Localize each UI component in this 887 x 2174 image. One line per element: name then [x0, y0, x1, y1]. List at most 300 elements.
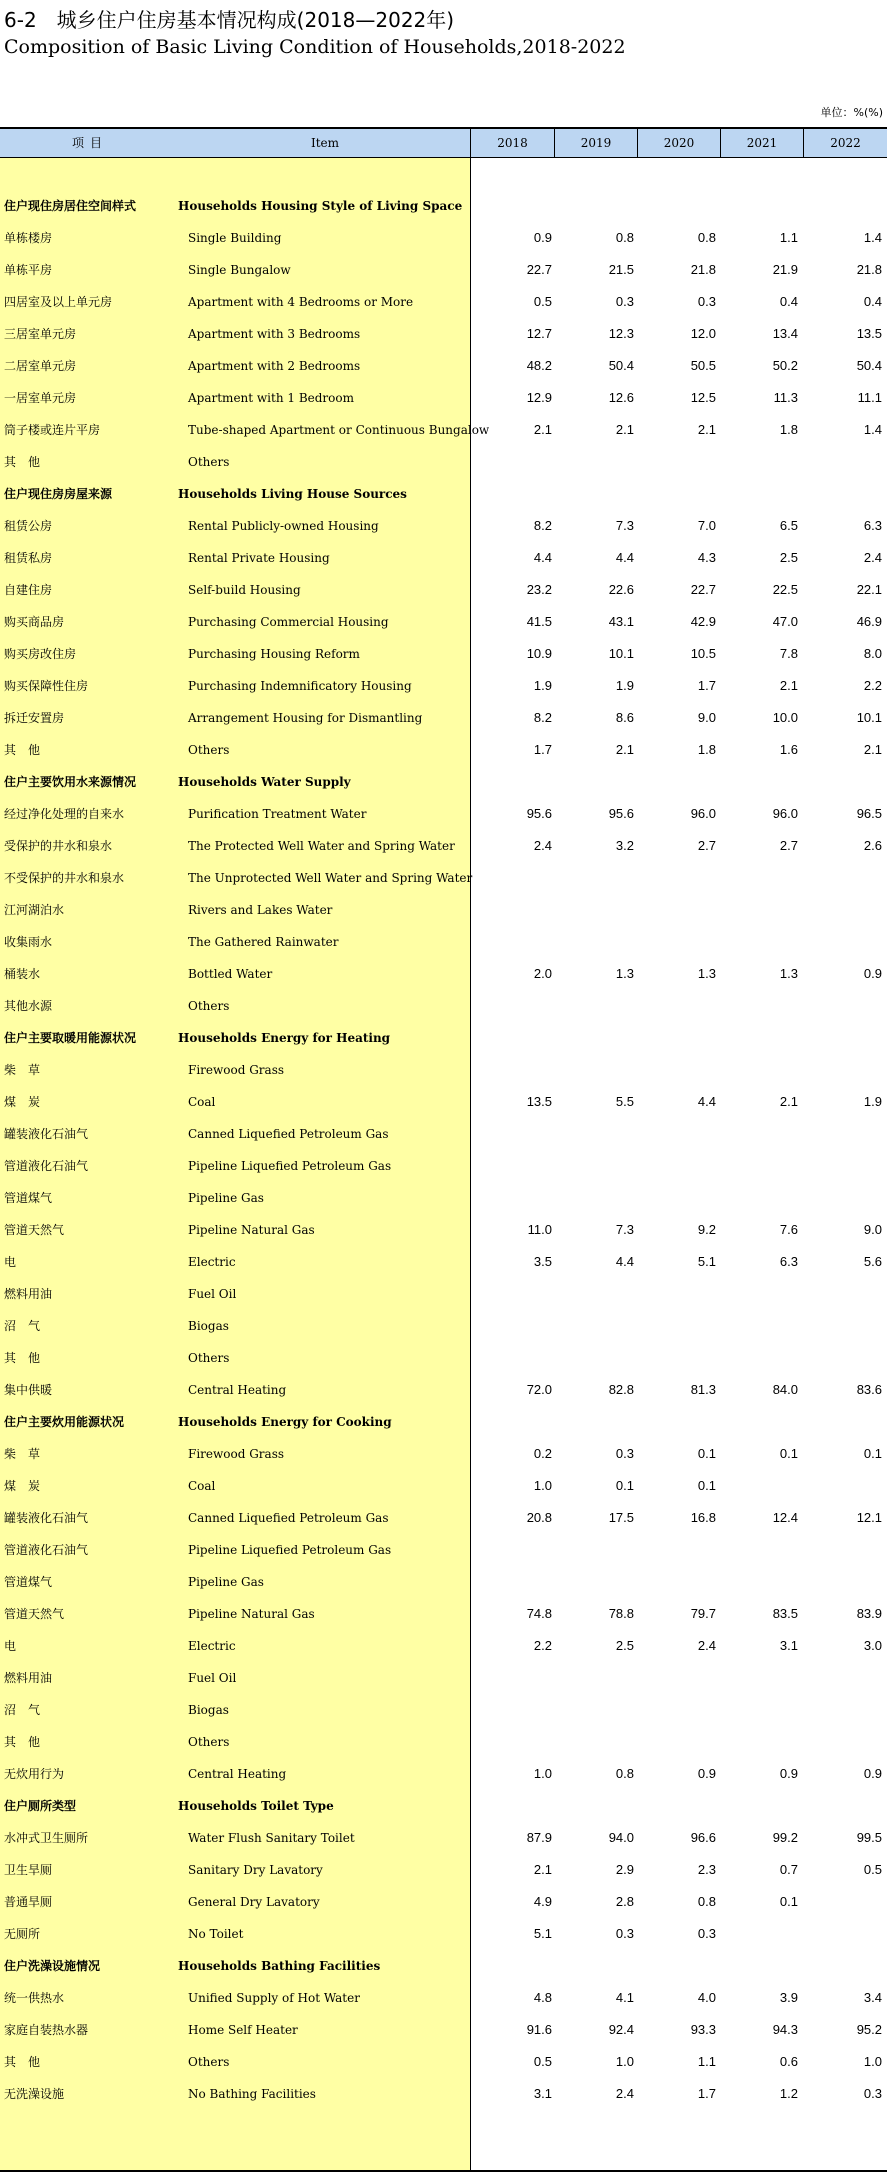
value-cell-2020: 9.2	[697, 1222, 716, 1237]
value-cell-2020: 4.0	[697, 1990, 716, 2005]
value-cell-2020: 1.7	[697, 2086, 716, 2101]
row-label-cn: 一居室单元房	[4, 391, 77, 405]
row-label-cn: 住户洗澡设施情况	[4, 1959, 101, 1973]
table-row	[0, 222, 887, 254]
value-cell-2021: 2.7	[779, 838, 798, 853]
value-cell-2022: 8.0	[863, 646, 882, 661]
row-label-cn: 购买商品房	[4, 615, 65, 629]
row-label-cn: 其他水源	[4, 999, 53, 1013]
row-label-en: Single Bungalow	[188, 263, 291, 277]
value-cell-2021: 13.4	[772, 326, 798, 341]
value-cell-2021: 96.0	[772, 806, 798, 821]
value-cell-2021: 22.5	[772, 582, 798, 597]
table-row	[0, 414, 887, 446]
value-cell-2020: 0.1	[697, 1446, 716, 1461]
value-cell-2019: 2.8	[615, 1894, 634, 1909]
row-label-cn: 住户现住房居住空间样式	[4, 199, 137, 213]
value-cell-2021: 0.1	[779, 1894, 798, 1909]
row-label-cn: 管道液化石油气	[4, 1159, 89, 1173]
value-cell-2021: 6.5	[779, 518, 798, 533]
row-label-cn: 其 他	[4, 1735, 41, 1749]
value-cell-2018: 1.9	[533, 678, 552, 693]
value-cell-2022: 95.2	[856, 2022, 882, 2037]
row-label-cn: 无炊用行为	[4, 1767, 65, 1781]
row-label-cn: 三居室单元房	[4, 327, 77, 341]
value-cell-2021: 11.3	[773, 390, 798, 405]
row-label-en: Home Self Heater	[188, 2023, 298, 2037]
value-cell-2021: 7.8	[779, 646, 798, 661]
row-label-cn: 四居室及以上单元房	[4, 295, 113, 309]
header-year-2018: 2018	[470, 129, 554, 158]
table-row	[0, 1310, 887, 1342]
value-cell-2020: 5.1	[697, 1254, 716, 1269]
table-row	[0, 350, 887, 382]
row-label-cn: 普通旱厕	[4, 1895, 53, 1909]
row-label-en: Electric	[188, 1255, 236, 1269]
table-row	[0, 1502, 887, 1534]
row-label-cn: 柴 草	[4, 1447, 41, 1461]
row-label-cn: 购买保障性住房	[4, 679, 89, 693]
row-label-en: Purchasing Housing Reform	[188, 647, 360, 661]
value-cell-2020: 4.3	[697, 550, 716, 565]
table-row	[0, 798, 887, 830]
value-cell-2021: 1.6	[779, 742, 798, 757]
value-cell-2021: 84.0	[772, 1382, 798, 1397]
value-cell-2022: 0.3	[863, 2086, 882, 2101]
value-cell-2020: 1.7	[697, 678, 716, 693]
row-label-cn: 其 他	[4, 1351, 41, 1365]
row-label-en: Pipeline Natural Gas	[188, 1223, 315, 1237]
row-label-cn: 住户主要炊用能源状况	[4, 1415, 125, 1429]
row-label-en: Pipeline Liquefied Petroleum Gas	[188, 1159, 392, 1173]
value-cell-2018: 87.9	[526, 1830, 552, 1845]
value-cell-2022: 2.4	[863, 550, 882, 565]
value-cell-2022: 10.1	[856, 710, 882, 725]
value-cell-2020: 1.1	[697, 2054, 716, 2069]
value-cell-2020: 10.5	[690, 646, 716, 661]
row-label-en: Purification Treatment Water	[188, 807, 367, 821]
row-label-cn: 其 他	[4, 743, 41, 757]
table-row	[0, 446, 887, 478]
row-label-en: Canned Liquefied Petroleum Gas	[188, 1511, 389, 1525]
row-label-cn: 不受保护的井水和泉水	[4, 871, 125, 885]
row-label-en: No Bathing Facilities	[188, 2087, 316, 2101]
value-cell-2020: 0.1	[697, 1478, 716, 1493]
section-row	[0, 190, 887, 222]
value-cell-2021: 0.9	[779, 1766, 798, 1781]
section-row	[0, 766, 887, 798]
value-cell-2019: 7.3	[615, 518, 634, 533]
row-label-cn: 电	[4, 1639, 17, 1653]
value-cell-2018: 8.2	[533, 518, 552, 533]
row-label-en: Apartment with 4 Bedrooms or More	[188, 295, 414, 309]
row-label-en: The Unprotected Well Water and Spring Water	[188, 871, 473, 885]
value-cell-2019: 17.5	[608, 1510, 634, 1525]
row-label-cn: 柴 草	[4, 1063, 41, 1077]
table-row	[0, 1182, 887, 1214]
row-label-cn: 电	[4, 1255, 17, 1269]
row-label-cn: 罐装液化石油气	[4, 1511, 89, 1525]
row-label-cn: 二居室单元房	[4, 359, 77, 373]
section-row	[0, 478, 887, 510]
table-row	[0, 1470, 887, 1502]
row-label-en: Households Housing Style of Living Space	[178, 199, 463, 213]
value-cell-2019: 4.1	[615, 1990, 634, 2005]
row-label-en: Self-build Housing	[188, 583, 301, 597]
table-row	[0, 1758, 887, 1790]
header-item-cn: 项目	[71, 136, 108, 150]
row-label-en: Others	[188, 743, 230, 757]
table-row	[0, 254, 887, 286]
row-label-en: Others	[188, 2055, 230, 2069]
row-label-cn: 江河湖泊水	[4, 903, 65, 917]
value-cell-2021: 21.9	[772, 262, 798, 277]
value-cell-2018: 2.1	[533, 422, 552, 437]
value-cell-2020: 79.7	[690, 1606, 716, 1621]
value-cell-2018: 8.2	[533, 710, 552, 725]
value-cell-2018: 72.0	[526, 1382, 552, 1397]
value-cell-2021: 7.6	[779, 1222, 798, 1237]
value-cell-2018: 0.2	[533, 1446, 552, 1461]
table-row	[0, 606, 887, 638]
value-cell-2020: 12.5	[690, 390, 716, 405]
value-cell-2019: 5.5	[615, 1094, 634, 1109]
value-cell-2020: 2.7	[697, 838, 716, 853]
value-cell-2021: 47.0	[772, 614, 798, 629]
value-cell-2018: 41.5	[526, 614, 552, 629]
table-title-en: Composition of Basic Living Condition of Households,2018-2022	[4, 36, 626, 58]
table-row	[0, 1054, 887, 1086]
table-row	[0, 1374, 887, 1406]
value-cell-2018: 1.0	[533, 1766, 552, 1781]
row-label-en: Firewood Grass	[188, 1447, 285, 1461]
row-label-en: Central Heating	[188, 1383, 287, 1397]
row-label-cn: 卫生旱厕	[4, 1863, 53, 1877]
row-label-en: Central Heating	[188, 1767, 287, 1781]
row-label-en: Single Building	[188, 231, 282, 245]
table-row	[0, 1854, 887, 1886]
value-cell-2021: 0.7	[779, 1862, 798, 1877]
row-label-cn: 住户厕所类型	[4, 1799, 77, 1813]
value-cell-2021: 1.3	[779, 966, 798, 981]
value-cell-2019: 82.8	[608, 1382, 634, 1397]
row-label-cn: 罐装液化石油气	[4, 1127, 89, 1141]
value-cell-2021: 1.8	[779, 422, 798, 437]
row-label-en: Pipeline Gas	[188, 1191, 264, 1205]
value-cell-2022: 9.0	[863, 1222, 882, 1237]
row-label-cn: 受保护的井水和泉水	[4, 839, 113, 853]
row-label-en: Bottled Water	[188, 967, 273, 981]
value-cell-2019: 2.4	[615, 2086, 634, 2101]
row-label-en: Households Energy for Cooking	[178, 1415, 392, 1429]
table-row	[0, 1630, 887, 1662]
row-label-cn: 租赁公房	[4, 519, 53, 533]
value-cell-2018: 48.2	[526, 358, 552, 373]
value-cell-2022: 2.2	[863, 678, 882, 693]
row-label-cn: 单栋平房	[4, 263, 53, 277]
row-label-cn: 住户现住房房屋来源	[4, 487, 113, 501]
row-label-en: The Gathered Rainwater	[188, 935, 339, 949]
value-cell-2021: 1.1	[779, 230, 798, 245]
row-label-cn: 燃料用油	[4, 1671, 53, 1685]
table-row	[0, 318, 887, 350]
value-cell-2022: 21.8	[856, 262, 882, 277]
value-cell-2020: 81.3	[690, 1382, 716, 1397]
row-label-en: General Dry Lavatory	[188, 1895, 320, 1909]
value-cell-2022: 2.6	[863, 838, 882, 853]
row-label-cn: 单栋楼房	[4, 231, 53, 245]
table-row	[0, 670, 887, 702]
value-cell-2018: 13.5	[526, 1094, 552, 1109]
row-label-en: Unified Supply of Hot Water	[188, 1991, 360, 2005]
row-label-cn: 收集雨水	[4, 935, 53, 949]
table-row	[0, 382, 887, 414]
value-cell-2021: 6.3	[779, 1254, 798, 1269]
row-label-cn: 其 他	[4, 2055, 41, 2069]
table-row	[0, 1118, 887, 1150]
table-bottom-rule	[0, 2170, 887, 2172]
row-label-en: Households Toilet Type	[178, 1799, 334, 1813]
table-row	[0, 1598, 887, 1630]
row-label-en: Purchasing Commercial Housing	[188, 615, 389, 629]
value-cell-2022: 12.1	[856, 1510, 882, 1525]
value-cell-2020: 2.3	[697, 1862, 716, 1877]
value-cell-2022: 1.4	[863, 422, 882, 437]
value-cell-2019: 1.0	[615, 2054, 634, 2069]
row-label-cn: 集中供暖	[4, 1383, 53, 1397]
value-cell-2022: 96.5	[856, 806, 882, 821]
value-cell-2021: 2.5	[779, 550, 798, 565]
table-row	[0, 702, 887, 734]
table-row	[0, 1726, 887, 1758]
value-cell-2020: 9.0	[697, 710, 716, 725]
row-label-en: Arrangement Housing for Dismantling	[188, 711, 423, 725]
row-label-cn: 筒子楼或连片平房	[4, 423, 101, 437]
table-row	[0, 862, 887, 894]
value-cell-2019: 21.5	[608, 262, 634, 277]
row-label-en: Fuel Oil	[188, 1671, 237, 1685]
row-label-en: Pipeline Gas	[188, 1575, 264, 1589]
value-cell-2019: 0.3	[615, 1926, 634, 1941]
table-row	[0, 958, 887, 990]
value-cell-2022: 0.9	[863, 1766, 882, 1781]
value-cell-2019: 92.4	[608, 2022, 634, 2037]
value-cell-2022: 1.9	[863, 1094, 882, 1109]
value-cell-2018: 0.9	[533, 230, 552, 245]
value-cell-2018: 4.9	[533, 1894, 552, 1909]
value-cell-2018: 4.8	[533, 1990, 552, 2005]
value-cell-2020: 0.8	[697, 230, 716, 245]
row-label-en: Rivers and Lakes Water	[188, 903, 333, 917]
row-label-cn: 管道煤气	[4, 1191, 53, 1205]
value-cell-2022: 1.4	[863, 230, 882, 245]
row-label-en: Households Water Supply	[178, 775, 351, 789]
row-label-en: No Toilet	[188, 1927, 244, 1941]
value-cell-2019: 2.1	[615, 422, 634, 437]
table-row	[0, 2078, 887, 2110]
value-cell-2018: 2.0	[533, 966, 552, 981]
value-cell-2019: 10.1	[608, 646, 634, 661]
row-label-cn: 煤 炭	[4, 1479, 41, 1493]
table-row	[0, 1086, 887, 1118]
table-row	[0, 1278, 887, 1310]
value-cell-2020: 2.1	[697, 422, 716, 437]
value-cell-2020: 1.8	[697, 742, 716, 757]
value-cell-2020: 21.8	[690, 262, 716, 277]
value-cell-2018: 3.5	[533, 1254, 552, 1269]
section-row	[0, 1406, 887, 1438]
table-title-cn: 6-2 城乡住户住房基本情况构成(2018—2022年)	[4, 8, 455, 32]
table-row	[0, 2014, 887, 2046]
value-cell-2022: 46.9	[856, 614, 882, 629]
row-label-en: Households Living House Sources	[178, 487, 407, 501]
table-row	[0, 286, 887, 318]
row-label-en: Apartment with 1 Bedroom	[188, 391, 354, 405]
header-year-2022: 2022	[803, 129, 887, 158]
table-row	[0, 830, 887, 862]
value-cell-2019: 0.3	[615, 1446, 634, 1461]
value-cell-2022: 99.5	[856, 1830, 882, 1845]
row-label-en: Pipeline Natural Gas	[188, 1607, 315, 1621]
row-label-en: Households Bathing Facilities	[178, 1959, 381, 1973]
table-row	[0, 510, 887, 542]
value-cell-2020: 0.3	[697, 1926, 716, 1941]
row-label-en: Fuel Oil	[188, 1287, 237, 1301]
table-row	[0, 1150, 887, 1182]
value-cell-2020: 16.8	[690, 1510, 716, 1525]
row-label-en: Sanitary Dry Lavatory	[188, 1863, 323, 1877]
row-label-cn: 经过净化处理的自来水	[4, 807, 125, 821]
row-label-cn: 管道天然气	[4, 1223, 65, 1237]
value-cell-2018: 23.2	[526, 582, 552, 597]
value-cell-2020: 0.8	[697, 1894, 716, 1909]
value-cell-2021: 3.9	[779, 1990, 798, 2005]
row-label-en: Pipeline Liquefied Petroleum Gas	[188, 1543, 392, 1557]
table-row	[0, 1438, 887, 1470]
value-cell-2019: 12.6	[608, 390, 634, 405]
value-cell-2019: 4.4	[615, 550, 634, 565]
table-row	[0, 1214, 887, 1246]
table-row	[0, 574, 887, 606]
row-label-cn: 管道天然气	[4, 1607, 65, 1621]
table-row	[0, 1694, 887, 1726]
table-row	[0, 894, 887, 926]
value-cell-2018: 12.7	[526, 326, 552, 341]
row-label-en: The Protected Well Water and Spring Water	[188, 839, 455, 853]
row-label-en: Others	[188, 1351, 230, 1365]
value-cell-2022: 83.9	[856, 1606, 882, 1621]
header-year-2019: 2019	[554, 129, 637, 158]
value-cell-2019: 0.1	[615, 1478, 634, 1493]
value-cell-2021: 0.6	[779, 2054, 798, 2069]
value-cell-2019: 50.4	[608, 358, 634, 373]
value-cell-2018: 12.9	[526, 390, 552, 405]
value-cell-2019: 0.3	[615, 294, 634, 309]
value-cell-2021: 1.2	[779, 2086, 798, 2101]
table-row	[0, 2046, 887, 2078]
value-cell-2019: 94.0	[608, 1830, 634, 1845]
row-label-cn: 水冲式卫生厕所	[4, 1831, 89, 1845]
value-cell-2022: 1.0	[863, 2054, 882, 2069]
table-header	[0, 127, 887, 158]
row-label-cn: 无厕所	[4, 1927, 41, 1941]
row-label-cn: 管道液化石油气	[4, 1543, 89, 1557]
value-cell-2021: 99.2	[772, 1830, 798, 1845]
row-label-cn: 管道煤气	[4, 1575, 53, 1589]
value-cell-2019: 0.8	[615, 1766, 634, 1781]
value-cell-2020: 96.0	[690, 806, 716, 821]
value-cell-2018: 95.6	[526, 806, 552, 821]
row-label-cn: 购买房改住房	[4, 647, 77, 661]
section-row	[0, 1950, 887, 1982]
table-row	[0, 1822, 887, 1854]
row-label-en: Water Flush Sanitary Toilet	[188, 1831, 355, 1845]
value-cell-2018: 0.5	[533, 294, 552, 309]
value-cell-2021: 0.4	[779, 294, 798, 309]
value-cell-2020: 50.5	[690, 358, 716, 373]
value-cell-2021: 2.1	[779, 1094, 798, 1109]
table-row	[0, 1566, 887, 1598]
value-cell-2020: 12.0	[690, 326, 716, 341]
value-cell-2022: 11.1	[857, 390, 882, 405]
row-label-cn: 住户主要饮用水来源情况	[4, 775, 137, 789]
value-cell-2021: 83.5	[772, 1606, 798, 1621]
row-label-en: Others	[188, 455, 230, 469]
table-row	[0, 638, 887, 670]
value-cell-2018: 3.1	[533, 2086, 552, 2101]
value-cell-2018: 11.0	[527, 1222, 552, 1237]
value-cell-2018: 2.4	[533, 838, 552, 853]
value-cell-2019: 1.9	[615, 678, 634, 693]
value-cell-2019: 8.6	[615, 710, 634, 725]
row-label-cn: 桶装水	[4, 967, 41, 981]
value-cell-2021: 3.1	[779, 1638, 798, 1653]
row-label-cn: 家庭自装热水器	[4, 2023, 89, 2037]
value-cell-2022: 3.0	[863, 1638, 882, 1653]
value-cell-2022: 3.4	[863, 1990, 882, 2005]
value-cell-2018: 2.2	[533, 1638, 552, 1653]
value-cell-2020: 0.3	[697, 294, 716, 309]
value-cell-2019: 7.3	[615, 1222, 634, 1237]
row-label-en: Apartment with 3 Bedrooms	[188, 327, 361, 341]
table-row	[0, 926, 887, 958]
unit-label: 单位：%(%)	[820, 106, 883, 119]
value-cell-2022: 83.6	[856, 1382, 882, 1397]
value-cell-2021: 12.4	[772, 1510, 798, 1525]
value-cell-2019: 1.3	[615, 966, 634, 981]
value-cell-2018: 1.0	[533, 1478, 552, 1493]
row-label-en: Coal	[188, 1095, 216, 1109]
row-label-en: Biogas	[188, 1703, 229, 1717]
row-label-en: Electric	[188, 1639, 236, 1653]
value-cell-2022: 0.1	[863, 1446, 882, 1461]
value-cell-2021: 50.2	[772, 358, 798, 373]
value-cell-2019: 2.9	[615, 1862, 634, 1877]
value-cell-2020: 0.9	[697, 1766, 716, 1781]
table-row	[0, 1342, 887, 1374]
row-label-en: Tube-shaped Apartment or Continuous Bungalow	[188, 423, 490, 437]
row-label-en: Biogas	[188, 1319, 229, 1333]
row-label-en: Firewood Grass	[188, 1063, 285, 1077]
value-cell-2022: 0.9	[863, 966, 882, 981]
row-label-cn: 自建住房	[4, 583, 53, 597]
value-cell-2019: 22.6	[608, 582, 634, 597]
row-label-en: Coal	[188, 1479, 216, 1493]
value-cell-2020: 7.0	[697, 518, 716, 533]
table-row	[0, 1886, 887, 1918]
value-cell-2021: 2.1	[779, 678, 798, 693]
value-cell-2018: 74.8	[526, 1606, 552, 1621]
